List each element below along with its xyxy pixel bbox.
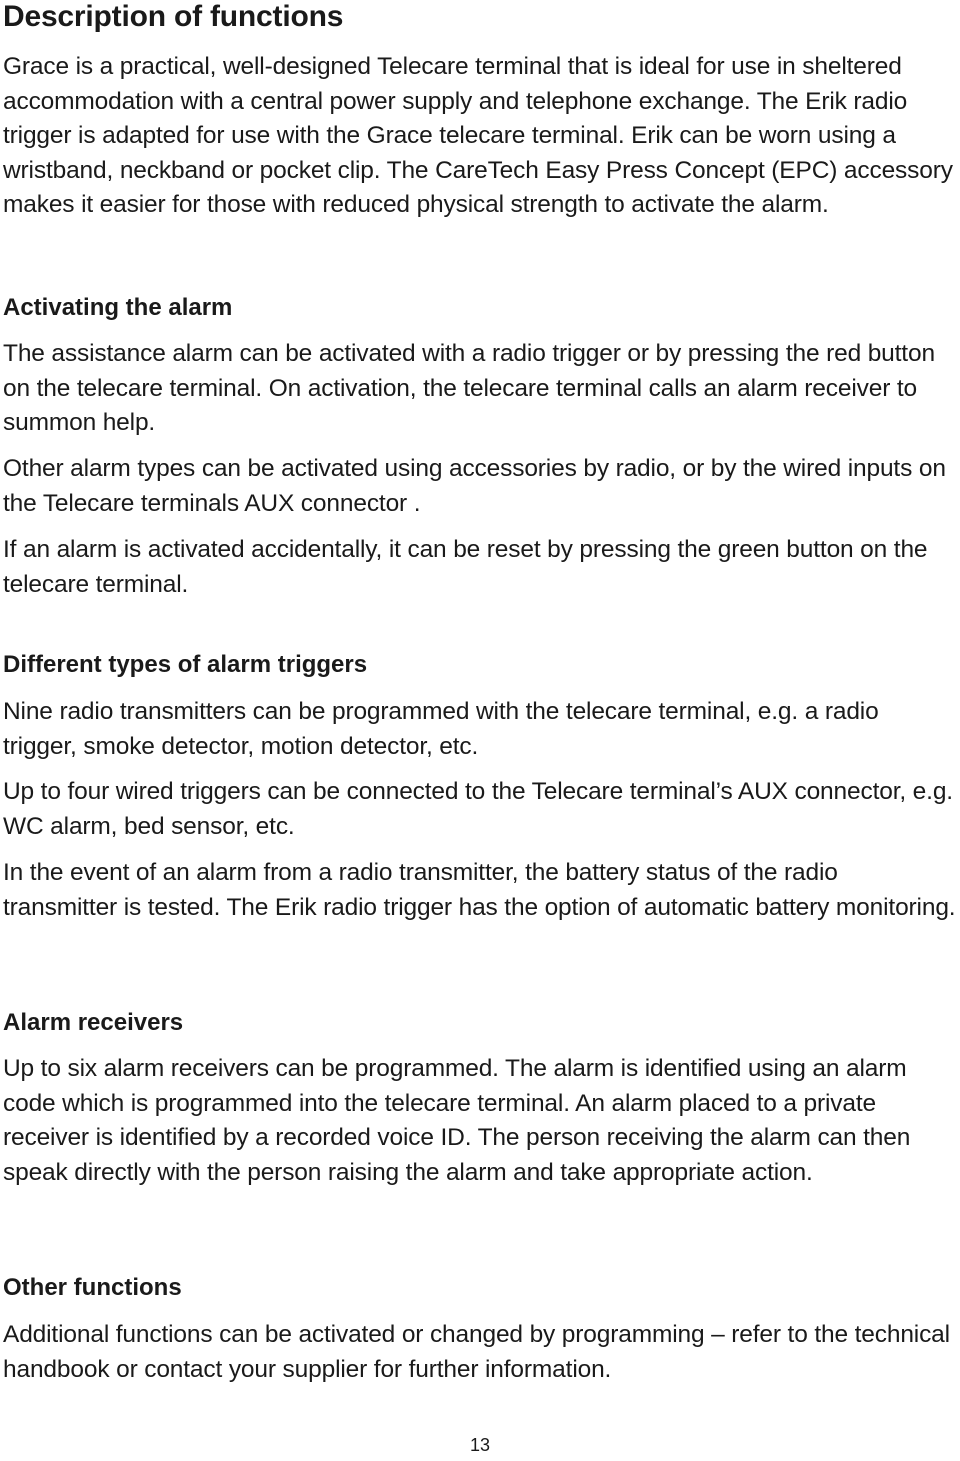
paragraph-additional-functions: Additional functions can be activated or changed by programming – refer to the technical handbook or contact your supplier for further information.: [3, 1321, 950, 1383]
section-heading-alarm-triggers: Different types of alarm triggers: [3, 651, 368, 678]
paragraph-reset-alarm: If an alarm is activated accidentally, it can be reset by pressing the green button on the telecare terminal.: [3, 536, 928, 598]
section-heading-alarm-receivers: Alarm receivers: [3, 1009, 184, 1036]
page-title: Description of functions: [3, 0, 344, 33]
paragraph-alarm-receivers: Up to six alarm receivers can be programmed. The alarm is identified using an alarm code which is programmed into the telecare terminal. An alarm placed to a private receiver is identified by a recorded voice ID. The person receiving the alarm can then speak directly with the person raising the alarm and take appropriate action.: [3, 1055, 911, 1186]
paragraph-wired-triggers: Up to four wired triggers can be connected to the Telecare terminal’s AUX connector, e.g. WC alarm, bed sensor, etc.: [3, 778, 953, 840]
page-number: 13: [469, 1435, 491, 1455]
paragraph-other-alarm-types: Other alarm types can be activated using accessories by radio, or by the wired inputs on the Telecare terminals AUX connector .: [3, 455, 946, 517]
paragraph-activation-methods: The assistance alarm can be activated with a radio trigger or by pressing the red button on the telecare terminal. On activation, the telecare terminal calls an alarm receiver to summon help.: [3, 340, 935, 436]
section-heading-activating-alarm: Activating the alarm: [3, 294, 233, 321]
section-heading-other-functions: Other functions: [3, 1274, 182, 1301]
paragraph-radio-transmitters: Nine radio transmitters can be programmed with the telecare terminal, e.g. a radio trigger, smoke detector, motion detector, etc.: [3, 698, 879, 760]
paragraph-battery-status: In the event of an alarm from a radio transmitter, the battery status of the radio transmitter is tested. The Erik radio trigger has the option of automatic battery monitoring.: [3, 859, 956, 921]
intro-paragraph: Grace is a practical, well-designed Telecare terminal that is ideal for use in sheltered accommodation with a central power supply and telephone exchange. The Erik radio trigger is adapted for use with the Grace telecare terminal. Erik can be worn using a wristband, neckband or pocket clip. The CareTech Easy Press Concept (EPC) accessory makes it easier for those with reduced physical strength to activate the alarm.: [3, 53, 953, 218]
